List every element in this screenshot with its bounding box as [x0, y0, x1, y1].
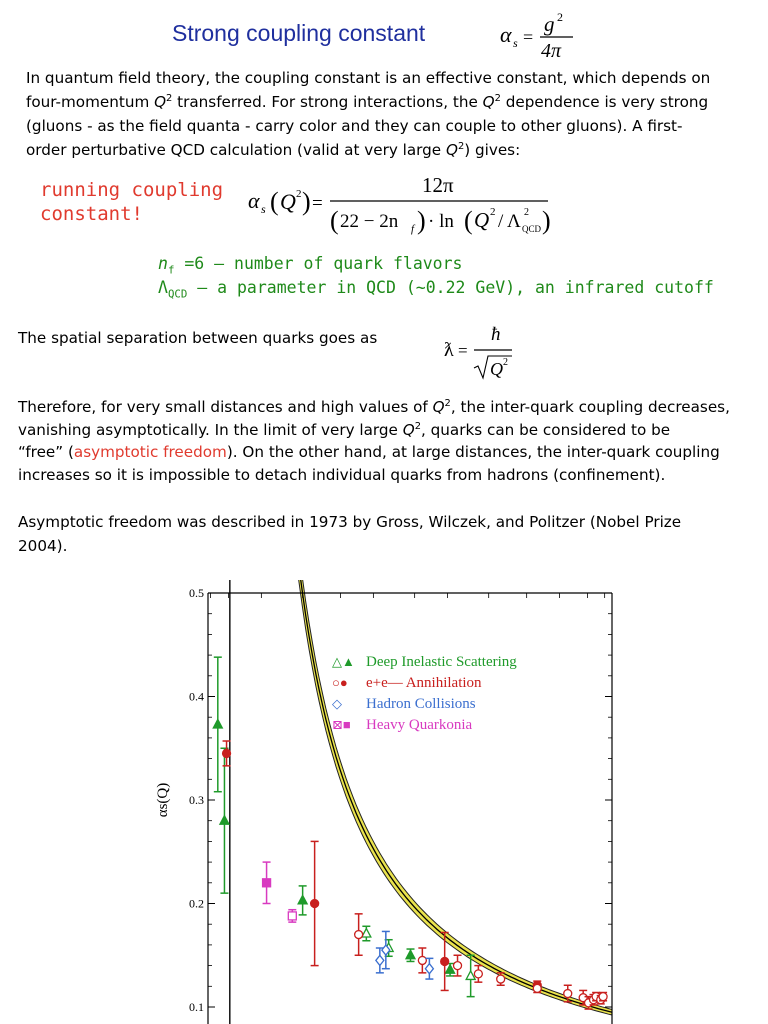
formula-numerator-sup: 2	[557, 10, 563, 24]
alpha-symbol: α	[248, 188, 260, 213]
data-point-circle	[564, 990, 572, 998]
intro-text: dependence is very strong	[500, 93, 709, 111]
data-point-circle	[474, 970, 482, 978]
chart-legend	[332, 654, 517, 733]
data-point-circle	[418, 956, 426, 964]
q-sup: 2	[494, 92, 501, 104]
q-symbol: Q	[474, 208, 490, 232]
nf-line	[158, 252, 714, 276]
q-symbol: Q	[154, 93, 167, 111]
formula-numerator: 12π	[422, 173, 454, 197]
asymptotic-line-2: 2004).	[18, 537, 68, 555]
therefore-line-3	[18, 441, 758, 464]
page-title: Strong coupling constant	[172, 20, 426, 46]
legend-label: Hadron Collisions	[366, 696, 476, 712]
therefore-text: , quarks can be considered to be	[421, 420, 671, 439]
data-point-triangle	[466, 971, 475, 980]
y-tick-label: 0.3	[189, 793, 204, 807]
legend-label: Deep Inelastic Scattering	[366, 654, 517, 670]
data-point-triangle	[298, 895, 307, 904]
legend-marker: △▲	[332, 654, 355, 669]
running-coupling-label	[40, 178, 223, 226]
lambda-text: – a parameter in QCD (~0.22 GeV), an infrared cutoff	[187, 278, 714, 297]
q-sup: 2	[166, 92, 173, 104]
nf-sub: f	[167, 263, 175, 277]
parameter-list	[158, 252, 714, 300]
therefore-line-4: increases so it is impossible to detach individual quarks from hadrons (confinement).	[18, 465, 666, 484]
data-point-circle	[599, 993, 607, 1001]
therefore-paragraph	[18, 396, 758, 486]
lambda-sub: QCD	[167, 287, 188, 301]
data-point-diamond	[376, 955, 384, 965]
lambda-sup: 2	[524, 207, 529, 218]
intro-paragraph	[26, 66, 746, 162]
lambda-symbol: Λ	[158, 278, 168, 297]
running-line-1: running coupling	[40, 179, 224, 201]
therefore-text: , the inter-quark coupling decreases,	[450, 398, 730, 416]
data-point-triangle	[406, 950, 415, 959]
q-sup: 2	[414, 420, 421, 432]
y-axis-label: αs(Q)	[155, 782, 171, 818]
therefore-text: “free” (	[18, 443, 74, 461]
asymptotic-paragraph	[18, 510, 758, 558]
q-sup: 2	[503, 357, 508, 368]
denominator-a: 22 − 2n	[340, 211, 399, 232]
q-symbol: Q	[490, 359, 503, 379]
q-sup: 2	[296, 188, 302, 200]
paren-open: (	[330, 206, 339, 235]
intro-line-2	[26, 90, 746, 114]
alpha-symbol: α	[500, 22, 512, 47]
formula-denominator: 4π	[541, 40, 562, 62]
q-symbol: Q	[445, 141, 458, 159]
intro-line-3: (gluons - as the field quanta - carry color and they can couple to other gluons). A first-	[26, 117, 683, 135]
q-sup: 2	[444, 397, 451, 409]
alpha-sub: s	[261, 202, 266, 216]
coupling-formula	[496, 6, 586, 64]
data-point-circle	[223, 749, 231, 757]
data-point-square	[288, 912, 296, 920]
equals-sign: =	[312, 193, 323, 214]
lambda-bar-symbol: ƛ	[444, 339, 454, 361]
asymptotic-line-1: Asymptotic freedom was described in 1973 by Gross, Wilczek, and Politzer (Nobel Prize	[18, 513, 682, 531]
legend-label: Heavy Quarkonia	[366, 717, 473, 733]
denominator-lambda: / Λ	[498, 211, 521, 232]
therefore-text: Therefore, for very small distances and high values of	[18, 398, 433, 416]
axis-layer	[155, 586, 612, 1024]
q-symbol: Q	[482, 93, 495, 111]
lambda-sub: QCD	[522, 224, 542, 234]
q-symbol: Q	[280, 189, 296, 214]
intro-text: order perturbative QCD calculation (valid at very large	[26, 141, 446, 159]
q-symbol: Q	[402, 420, 415, 439]
running-coupling-formula	[244, 166, 554, 238]
data-point-circle	[441, 957, 449, 965]
y-tick-label: 0.5	[189, 586, 204, 600]
paren-close: )	[417, 206, 426, 235]
spatial-text: The spatial separation between quarks goes as	[18, 329, 378, 347]
intro-line-1: In quantum field theory, the coupling constant is an effective constant, which depends on	[26, 69, 711, 87]
q-symbol: Q	[432, 398, 445, 416]
paren-open: (	[464, 206, 473, 235]
data-point-triangle	[213, 719, 222, 728]
therefore-text: vanishing asymptotically. In the limit of very large	[18, 420, 403, 439]
alpha-s-chart	[150, 580, 630, 1024]
nf-sub: f	[411, 223, 415, 235]
intro-text: transferred. For strong interactions, the	[172, 93, 483, 111]
therefore-line-1	[18, 396, 758, 419]
data-point-diamond	[425, 964, 433, 974]
data-point-circle	[311, 900, 319, 908]
therefore-text: ). On the other hand, at large distances, the inter-quark coupling	[226, 443, 720, 461]
legend-label: e+e— Annihilation	[366, 675, 482, 691]
nf-symbol: n	[158, 254, 168, 273]
legend-marker: ⊠■	[332, 717, 351, 732]
q-sup: 2	[457, 140, 465, 152]
data-point-circle	[533, 984, 541, 992]
data-point-circle	[497, 975, 505, 983]
denominator-ln: · ln	[428, 211, 454, 232]
running-line-2: constant!	[40, 203, 143, 225]
hbar-symbol: ħ	[491, 324, 501, 345]
y-tick-label: 0.2	[189, 896, 204, 911]
formula-numerator: g	[544, 12, 555, 36]
data-point-circle	[355, 931, 363, 939]
lambda-formula	[440, 320, 520, 384]
paren-close: )	[302, 187, 311, 216]
paren-close: )	[542, 206, 551, 235]
data-point-triangle	[362, 929, 371, 938]
therefore-line-2	[18, 419, 758, 442]
legend-marker: ◇	[332, 696, 342, 711]
nf-text: =6 – number of quark flavors	[174, 254, 463, 273]
data-point-square	[263, 879, 271, 887]
intro-text: ) gives:	[464, 141, 521, 159]
y-tick-label: 0.1	[189, 1000, 204, 1014]
equals-sign: =	[523, 27, 534, 47]
asymptotic-freedom-highlight: asymptotic freedom	[73, 443, 227, 461]
intro-text: four-momentum	[26, 93, 155, 111]
y-tick-label: 0.4	[189, 689, 204, 704]
q-sup: 2	[490, 206, 496, 218]
lambda-line	[158, 276, 714, 300]
intro-line-4	[26, 138, 746, 162]
paren-open: (	[270, 187, 279, 216]
equals-sign: =	[458, 341, 468, 360]
legend-marker: ○●	[332, 675, 348, 690]
data-point-circle	[454, 962, 462, 970]
data-point-triangle	[220, 816, 229, 825]
alpha-sub: s	[513, 36, 518, 50]
